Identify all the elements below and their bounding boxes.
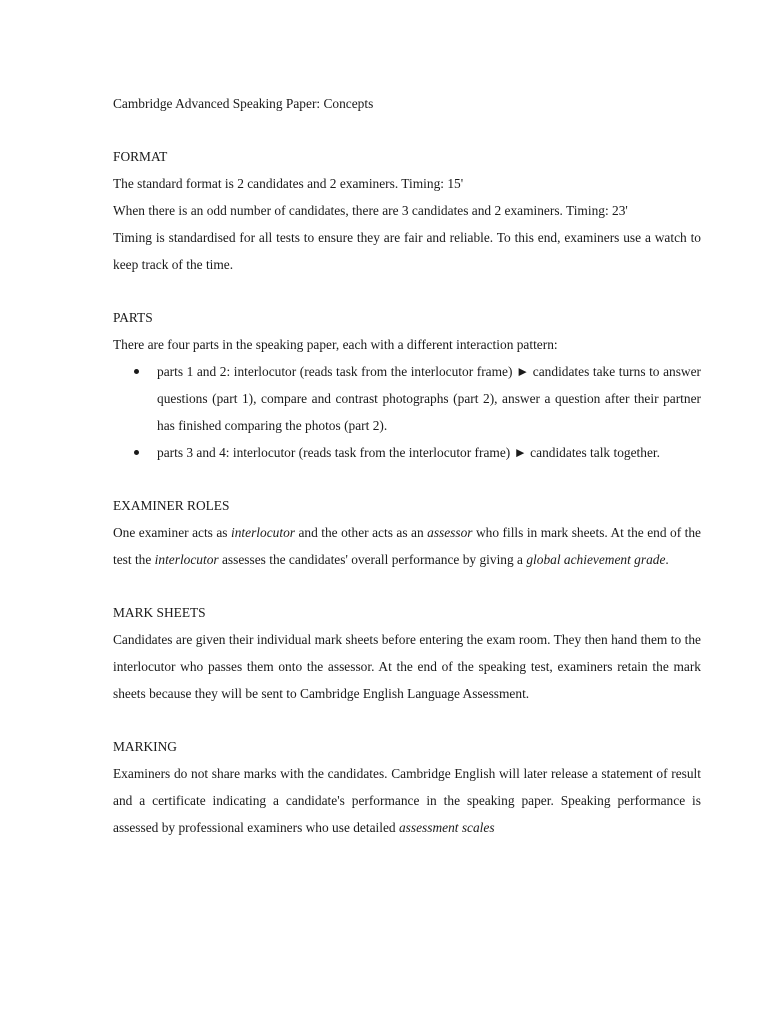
heading-format: FORMAT [113, 149, 168, 164]
section-mark-sheets [113, 599, 701, 707]
section-examiner-roles [113, 492, 701, 573]
italic-term: assessment scales [398, 820, 495, 835]
italic-term: interlocutor [231, 525, 295, 540]
bullet-text: parts 3 and 4: interlocutor (reads task from the interlocutor frame) ► candidates talk together. [157, 445, 660, 460]
page-title: Cambridge Advanced Speaking Paper: Concepts [113, 96, 374, 111]
section-parts [113, 304, 701, 466]
heading-examiner-roles: EXAMINER ROLES [113, 498, 230, 513]
list-item [113, 439, 701, 466]
text-run: One examiner acts as [113, 525, 231, 540]
marking-paragraph [113, 760, 701, 841]
list-item [113, 358, 701, 439]
parts-bullet-list [113, 358, 701, 466]
document-page [113, 90, 701, 867]
italic-term: interlocutor [154, 552, 219, 567]
text-run: assesses the candidates' overall performance by giving a [218, 552, 527, 567]
format-line-1: The standard format is 2 candidates and 2 examiners. Timing: 15' [113, 176, 464, 191]
bullet-icon [134, 450, 139, 455]
format-line-2: When there is an odd number of candidates, there are 3 candidates and 2 examiners. Timing: 23' [113, 203, 628, 218]
parts-intro: There are four parts in the speaking paper, each with a different interaction pattern: [113, 337, 558, 352]
bullet-text: parts 1 and 2: interlocutor (reads task from the interlocutor frame) ► candidates take turns to answer questions (part 1), compare and contrast photographs (part 2), answer a question after their partner has finished comparing the photos (part 2). [157, 364, 701, 433]
format-paragraph: Timing is standardised for all tests to ensure they are fair and reliable. To this end, examiners use a watch to keep track of the time. [113, 230, 701, 272]
section-format [113, 143, 701, 278]
text-run: who fills in mark sheets. At the end of the test the [113, 525, 701, 567]
text-run: . [665, 552, 669, 567]
text-run: and the other acts as an [294, 525, 428, 540]
italic-term: global achievement grade [526, 552, 666, 567]
bullet-icon [134, 369, 139, 374]
text-run: Examiners do not share marks with the candidates. Cambridge English will later release a statement of result and a certificate indicating a candidate's performance in the speaking paper. Speaking performance is assessed by professional examiners who use detailed [113, 766, 701, 835]
heading-parts: PARTS [113, 310, 153, 325]
heading-marking: MARKING [113, 739, 177, 754]
italic-term: assessor [427, 525, 473, 540]
examiner-roles-paragraph [113, 519, 701, 573]
heading-mark-sheets: MARK SHEETS [113, 605, 206, 620]
section-marking [113, 733, 701, 841]
mark-sheets-paragraph: Candidates are given their individual mark sheets before entering the exam room. They then hand them to the interlocutor who passes them onto the assessor. At the end of the speaking test, examiners retain the mark sheets because they will be sent to Cambridge English Language Assessment. [113, 632, 701, 701]
